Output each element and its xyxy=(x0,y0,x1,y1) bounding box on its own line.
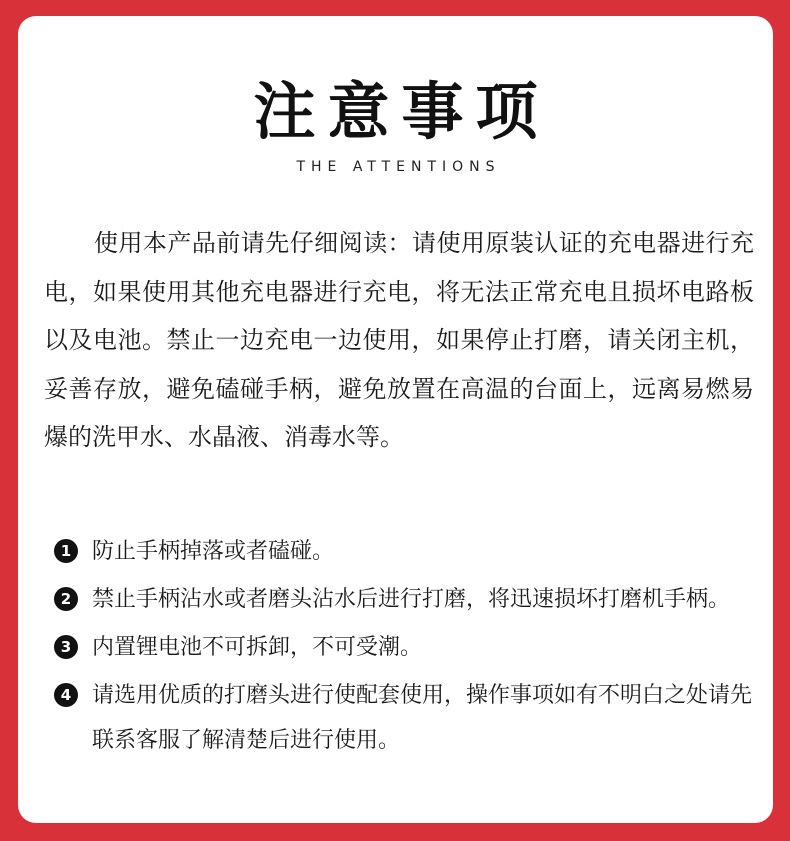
number-1-icon: 1 xyxy=(54,539,78,563)
number-2-icon: 2 xyxy=(54,587,78,611)
attention-list xyxy=(54,529,754,766)
list-item-text: 请选用优质的打磨头进行使配套使用，操作事项如有不明白之处请先联系客服了解清楚后进行使用。 xyxy=(92,683,753,753)
list-item xyxy=(54,529,754,574)
page-title: 注意事项 xyxy=(253,75,550,148)
list-item-text: 禁止手柄沾水或者磨头沾水后进行打磨，将迅速损坏打磨机手柄。 xyxy=(92,587,731,612)
list-item-text: 防止手柄掉落或者磕碰。 xyxy=(92,539,335,564)
page-subtitle: THE ATTENTIONS xyxy=(296,159,501,175)
attentions-card xyxy=(18,16,773,823)
list-item-text: 内置锂电池不可拆卸，不可受潮。 xyxy=(92,635,423,660)
intro-paragraph: 使用本产品前请先仔细阅读：请使用原装认证的充电器进行充电，如果使用其他充电器进行充电，将无法正常充电且损坏电路板以及电池。禁止一边充电一边使用，如果停止打磨，请关闭主机，妥善存放，避免磕碰手柄，避免放置在高温的台面上，远离易燃易爆的洗甲水、水晶液、消毒水等。 xyxy=(44,229,754,451)
list-item xyxy=(54,577,754,622)
number-3-icon: 3 xyxy=(54,635,78,659)
list-item xyxy=(54,625,754,670)
number-4-icon: 4 xyxy=(54,683,78,707)
list-item xyxy=(54,673,754,763)
